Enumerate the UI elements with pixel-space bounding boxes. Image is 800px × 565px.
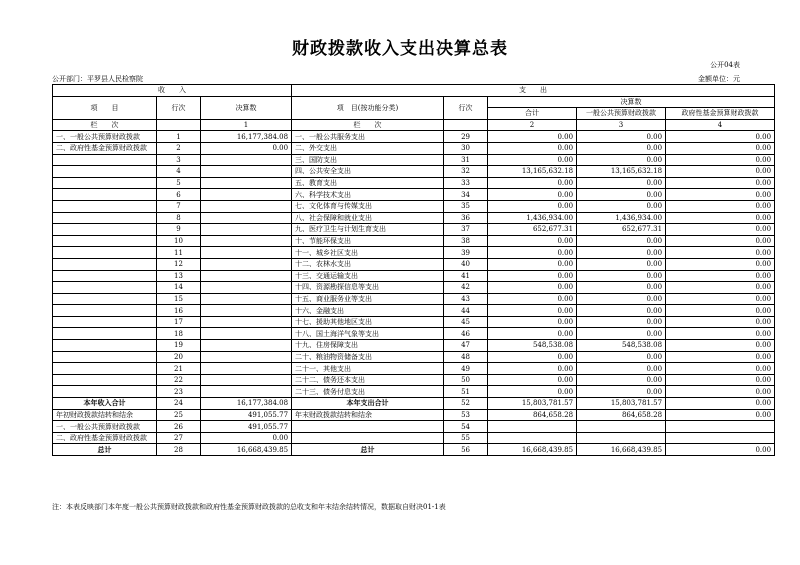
table-row <box>53 131 775 143</box>
income-item: 年初财政拨款结转和结余 <box>53 409 157 421</box>
expense-gov-fund: 0.00 <box>666 328 775 340</box>
expense-item: 七、文化体育与传媒支出 <box>292 200 444 212</box>
expense-gov-fund: 0.00 <box>666 189 775 201</box>
expense-total: 0.00 <box>488 247 577 259</box>
expense-item: 五、教育支出 <box>292 177 444 189</box>
expense-item: 二十一、其他支出 <box>292 363 444 375</box>
expense-gov-fund: 0.00 <box>666 258 775 270</box>
income-amount <box>201 154 292 166</box>
expense-line-no: 38 <box>444 235 488 247</box>
expense-total <box>488 421 577 433</box>
expense-total: 0.00 <box>488 293 577 305</box>
expense-item: 九、医疗卫生与计划生育支出 <box>292 224 444 236</box>
item-by-function-header: 项 目(按功能分类) <box>292 96 444 119</box>
income-line-no: 10 <box>157 235 201 247</box>
expense-gov-fund <box>666 432 775 444</box>
expense-gov-fund: 0.00 <box>666 363 775 375</box>
income-line-no: 16 <box>157 305 201 317</box>
table-row <box>53 224 775 236</box>
expense-item: 六、科学技术支出 <box>292 189 444 201</box>
income-item <box>53 305 157 317</box>
expense-total: 864,658.28 <box>488 409 577 421</box>
expense-line-no: 30 <box>444 142 488 154</box>
expense-item: 十八、国土海洋气象等支出 <box>292 328 444 340</box>
expense-gov-fund: 0.00 <box>666 316 775 328</box>
expense-general-budget: 0.00 <box>577 131 666 143</box>
line-no-header: 行次 <box>157 96 201 119</box>
expense-item <box>292 432 444 444</box>
form-number: 公开04表 <box>710 61 740 69</box>
expense-general-budget: 0.00 <box>577 154 666 166</box>
table-row <box>53 142 775 154</box>
table-row <box>53 409 775 421</box>
expense-general-budget <box>577 421 666 433</box>
expense-item: 十九、住房保障支出 <box>292 340 444 352</box>
income-amount <box>201 374 292 386</box>
income-item <box>53 200 157 212</box>
income-amount <box>201 189 292 201</box>
expense-total: 0.00 <box>488 305 577 317</box>
expense-general-budget: 0.00 <box>577 177 666 189</box>
expense-line-no: 29 <box>444 131 488 143</box>
expense-general-budget: 0.00 <box>577 270 666 282</box>
expense-item: 十七、援助其他地区支出 <box>292 316 444 328</box>
expense-gov-fund: 0.00 <box>666 305 775 317</box>
expense-total: 0.00 <box>488 200 577 212</box>
table-row <box>53 444 775 456</box>
income-line-no: 19 <box>157 340 201 352</box>
income-item <box>53 351 157 363</box>
income-line-no: 21 <box>157 363 201 375</box>
income-line-no: 2 <box>157 142 201 154</box>
income-amount <box>201 235 292 247</box>
income-amount <box>201 166 292 178</box>
expense-gov-fund: 0.00 <box>666 444 775 456</box>
expense-item: 十、节能环保支出 <box>292 235 444 247</box>
expense-item: 十三、交通运输支出 <box>292 270 444 282</box>
table-row <box>53 293 775 305</box>
income-item <box>53 328 157 340</box>
income-line-no: 27 <box>157 432 201 444</box>
expense-gov-fund: 0.00 <box>666 212 775 224</box>
income-amount <box>201 363 292 375</box>
expense-line-no: 44 <box>444 305 488 317</box>
col-index-1: 1 <box>201 119 292 131</box>
table-row <box>53 432 775 444</box>
expense-item: 三、国防支出 <box>292 154 444 166</box>
income-item <box>53 224 157 236</box>
expense-item: 本年支出合计 <box>292 398 444 410</box>
table-row <box>53 166 775 178</box>
expense-total: 0.00 <box>488 282 577 294</box>
income-line-no: 7 <box>157 200 201 212</box>
income-amount <box>201 177 292 189</box>
income-amount <box>201 212 292 224</box>
expense-general-budget: 0.00 <box>577 351 666 363</box>
income-amount <box>201 247 292 259</box>
expense-line-no: 51 <box>444 386 488 398</box>
income-line-no: 22 <box>157 374 201 386</box>
income-item <box>53 258 157 270</box>
expense-total: 0.00 <box>488 328 577 340</box>
table-row <box>53 270 775 282</box>
income-item: 一、一般公共预算财政拨款 <box>53 131 157 143</box>
page-title: 财政拨款收入支出决算总表 <box>292 39 508 59</box>
header-row-2 <box>53 96 775 108</box>
income-amount: 16,668,439.85 <box>201 444 292 456</box>
expense-header: 支 出 <box>292 85 775 97</box>
expense-item: 十四、资源勘探信息等支出 <box>292 282 444 294</box>
expense-total: 15,803,781.57 <box>488 398 577 410</box>
income-line-no: 17 <box>157 316 201 328</box>
income-amount <box>201 258 292 270</box>
expense-general-budget: 0.00 <box>577 374 666 386</box>
expense-line-no: 55 <box>444 432 488 444</box>
expense-general-budget: 13,165,632.18 <box>577 166 666 178</box>
income-item: 二、政府性基金预算财政拨款 <box>53 432 157 444</box>
expense-general-budget: 1,436,934.00 <box>577 212 666 224</box>
expense-item: 二十二、债务还本支出 <box>292 374 444 386</box>
expense-line-no: 56 <box>444 444 488 456</box>
expense-gov-fund: 0.00 <box>666 293 775 305</box>
expense-general-budget: 0.00 <box>577 363 666 375</box>
expense-line-no: 48 <box>444 351 488 363</box>
income-item <box>53 386 157 398</box>
expense-line-no: 46 <box>444 328 488 340</box>
expense-line-no: 34 <box>444 189 488 201</box>
income-item <box>53 154 157 166</box>
expense-total: 0.00 <box>488 131 577 143</box>
expense-total: 0.00 <box>488 270 577 282</box>
table-row <box>53 374 775 386</box>
expense-line-no: 49 <box>444 363 488 375</box>
table-body <box>53 85 775 456</box>
income-line-no: 20 <box>157 351 201 363</box>
department-label: 公开部门：平罗县人民检察院 <box>52 75 143 83</box>
table-row <box>53 282 775 294</box>
income-item: 二、政府性基金预算财政拨款 <box>53 142 157 154</box>
table-row <box>53 305 775 317</box>
expense-item: 十五、商业服务业等支出 <box>292 293 444 305</box>
expense-total: 13,165,632.18 <box>488 166 577 178</box>
expense-total: 1,436,934.00 <box>488 212 577 224</box>
income-amount <box>201 316 292 328</box>
budget-table <box>52 84 775 456</box>
expense-gov-fund: 0.00 <box>666 374 775 386</box>
table-row <box>53 398 775 410</box>
expense-item: 十一、城乡社区支出 <box>292 247 444 259</box>
income-item <box>53 282 157 294</box>
expense-general-budget: 0.00 <box>577 386 666 398</box>
gov-fund-header: 政府性基金预算财政拨款 <box>666 108 775 120</box>
income-item <box>53 363 157 375</box>
expense-gov-fund: 0.00 <box>666 200 775 212</box>
expense-gov-fund: 0.00 <box>666 166 775 178</box>
income-amount: 0.00 <box>201 432 292 444</box>
table-row <box>53 235 775 247</box>
general-budget-header: 一般公共预算财政拨款 <box>577 108 666 120</box>
expense-line-no: 37 <box>444 224 488 236</box>
income-item <box>53 177 157 189</box>
expense-item: 二十三、债务付息支出 <box>292 386 444 398</box>
income-item <box>53 212 157 224</box>
expense-gov-fund: 0.00 <box>666 224 775 236</box>
expense-total: 0.00 <box>488 351 577 363</box>
expense-line-no: 33 <box>444 177 488 189</box>
expense-total: 652,677.31 <box>488 224 577 236</box>
expense-item <box>292 421 444 433</box>
income-header: 收 入 <box>53 85 292 97</box>
expense-general-budget: 0.00 <box>577 293 666 305</box>
expense-gov-fund: 0.00 <box>666 131 775 143</box>
table-row <box>53 154 775 166</box>
expense-general-budget: 0.00 <box>577 235 666 247</box>
final-amount2-header: 决算数 <box>488 96 775 108</box>
expense-total: 0.00 <box>488 235 577 247</box>
income-line-no: 11 <box>157 247 201 259</box>
expense-line-no: 52 <box>444 398 488 410</box>
unit-label: 金额单位：元 <box>698 75 740 83</box>
income-amount <box>201 200 292 212</box>
expense-general-budget: 652,677.31 <box>577 224 666 236</box>
income-line-no: 3 <box>157 154 201 166</box>
table-row <box>53 200 775 212</box>
expense-general-budget <box>577 432 666 444</box>
expense-item: 一、一般公共服务支出 <box>292 131 444 143</box>
income-item <box>53 247 157 259</box>
final-amount-header: 决算数 <box>201 96 292 119</box>
income-amount: 0.00 <box>201 142 292 154</box>
item-header: 项 目 <box>53 96 157 119</box>
column-index-row <box>53 119 775 131</box>
income-line-no: 25 <box>157 409 201 421</box>
expense-general-budget: 0.00 <box>577 328 666 340</box>
expense-line-no: 32 <box>444 166 488 178</box>
income-amount <box>201 328 292 340</box>
expense-line-no: 45 <box>444 316 488 328</box>
table-row <box>53 386 775 398</box>
expense-line-no: 54 <box>444 421 488 433</box>
income-line-no: 24 <box>157 398 201 410</box>
expense-general-budget: 16,668,439.85 <box>577 444 666 456</box>
expense-gov-fund: 0.00 <box>666 386 775 398</box>
expense-total: 548,538.08 <box>488 340 577 352</box>
expense-general-budget: 0.00 <box>577 282 666 294</box>
expense-line-no: 39 <box>444 247 488 259</box>
expense-total <box>488 432 577 444</box>
income-line-no: 1 <box>157 131 201 143</box>
expense-line-no: 43 <box>444 293 488 305</box>
col-index-3: 3 <box>577 119 666 131</box>
expense-line-no: 36 <box>444 212 488 224</box>
expense-total: 0.00 <box>488 177 577 189</box>
income-item: 总计 <box>53 444 157 456</box>
income-item <box>53 340 157 352</box>
table-row <box>53 340 775 352</box>
income-amount <box>201 351 292 363</box>
income-item <box>53 166 157 178</box>
expense-general-budget: 0.00 <box>577 247 666 259</box>
header-row-1 <box>53 85 775 97</box>
expense-general-budget: 0.00 <box>577 142 666 154</box>
expense-general-budget: 864,658.28 <box>577 409 666 421</box>
expense-gov-fund: 0.00 <box>666 177 775 189</box>
expense-total: 0.00 <box>488 258 577 270</box>
expense-item: 总计 <box>292 444 444 456</box>
income-amount: 16,177,384.08 <box>201 131 292 143</box>
income-item <box>53 316 157 328</box>
income-amount <box>201 305 292 317</box>
expense-item: 四、公共安全支出 <box>292 166 444 178</box>
expense-item: 年末财政拨款结转和结余 <box>292 409 444 421</box>
expense-general-budget: 15,803,781.57 <box>577 398 666 410</box>
expense-line-no: 41 <box>444 270 488 282</box>
expense-general-budget: 0.00 <box>577 305 666 317</box>
expense-item: 二十、粮油物资储备支出 <box>292 351 444 363</box>
expense-gov-fund: 0.00 <box>666 142 775 154</box>
line-no2-header: 行次 <box>444 96 488 119</box>
table-row <box>53 247 775 259</box>
table-row <box>53 177 775 189</box>
income-line-no: 28 <box>157 444 201 456</box>
income-line-no: 26 <box>157 421 201 433</box>
expense-gov-fund: 0.00 <box>666 282 775 294</box>
col-index-2: 2 <box>488 119 577 131</box>
income-item: 一、一般公共预算财政拨款 <box>53 421 157 433</box>
income-line-no: 6 <box>157 189 201 201</box>
income-amount <box>201 282 292 294</box>
expense-line-no: 35 <box>444 200 488 212</box>
expense-general-budget: 0.00 <box>577 258 666 270</box>
income-line-no: 8 <box>157 212 201 224</box>
table-row <box>53 351 775 363</box>
income-line-no: 12 <box>157 258 201 270</box>
expense-gov-fund: 0.00 <box>666 351 775 363</box>
expense-line-no: 31 <box>444 154 488 166</box>
income-amount <box>201 340 292 352</box>
expense-gov-fund: 0.00 <box>666 340 775 352</box>
income-item <box>53 293 157 305</box>
expense-general-budget: 0.00 <box>577 316 666 328</box>
income-line-no: 5 <box>157 177 201 189</box>
income-amount: 491,055.77 <box>201 409 292 421</box>
expense-line-no: 53 <box>444 409 488 421</box>
expense-item: 八、社会保障和就业支出 <box>292 212 444 224</box>
expense-total: 0.00 <box>488 374 577 386</box>
table-row <box>53 421 775 433</box>
income-amount <box>201 386 292 398</box>
income-line-no: 18 <box>157 328 201 340</box>
expense-total: 0.00 <box>488 363 577 375</box>
expense-total: 0.00 <box>488 189 577 201</box>
income-item <box>53 374 157 386</box>
income-line-no: 13 <box>157 270 201 282</box>
expense-total: 0.00 <box>488 316 577 328</box>
expense-general-budget: 548,538.08 <box>577 340 666 352</box>
expense-line-no: 50 <box>444 374 488 386</box>
table-row <box>53 258 775 270</box>
total-header: 合计 <box>488 108 577 120</box>
expense-total: 0.00 <box>488 386 577 398</box>
income-amount <box>201 224 292 236</box>
income-line-no: 4 <box>157 166 201 178</box>
income-line-no: 23 <box>157 386 201 398</box>
expense-gov-fund: 0.00 <box>666 235 775 247</box>
col-label: 栏 次 <box>53 119 157 131</box>
col-label2: 栏 次 <box>292 119 444 131</box>
expense-line-no: 42 <box>444 282 488 294</box>
income-item <box>53 235 157 247</box>
income-amount: 16,177,384.08 <box>201 398 292 410</box>
table-row <box>53 212 775 224</box>
table-row <box>53 328 775 340</box>
expense-item: 十六、金融支出 <box>292 305 444 317</box>
income-amount <box>201 293 292 305</box>
income-amount: 491,055.77 <box>201 421 292 433</box>
expense-gov-fund: 0.00 <box>666 270 775 282</box>
table-row <box>53 316 775 328</box>
expense-general-budget: 0.00 <box>577 189 666 201</box>
expense-item: 二、外交支出 <box>292 142 444 154</box>
income-line-no: 14 <box>157 282 201 294</box>
income-line-no: 9 <box>157 224 201 236</box>
expense-line-no: 47 <box>444 340 488 352</box>
income-line-no: 15 <box>157 293 201 305</box>
expense-line-no: 40 <box>444 258 488 270</box>
footnote: 注：本表反映部门本年度一般公共预算财政拨款和政府性基金预算财政拨款的总收支和年末结余结转情况，数据取自财决01-1表 <box>52 503 446 511</box>
table-row <box>53 189 775 201</box>
expense-gov-fund: 0.00 <box>666 409 775 421</box>
expense-item: 十二、农林水支出 <box>292 258 444 270</box>
expense-general-budget: 0.00 <box>577 200 666 212</box>
expense-total: 0.00 <box>488 142 577 154</box>
expense-gov-fund: 0.00 <box>666 154 775 166</box>
income-amount <box>201 270 292 282</box>
expense-gov-fund <box>666 421 775 433</box>
income-item <box>53 270 157 282</box>
col-index-4: 4 <box>666 119 775 131</box>
expense-total: 0.00 <box>488 154 577 166</box>
income-item <box>53 189 157 201</box>
income-item: 本年收入合计 <box>53 398 157 410</box>
expense-gov-fund: 0.00 <box>666 398 775 410</box>
expense-total: 16,668,439.85 <box>488 444 577 456</box>
expense-gov-fund: 0.00 <box>666 247 775 259</box>
table-row <box>53 363 775 375</box>
